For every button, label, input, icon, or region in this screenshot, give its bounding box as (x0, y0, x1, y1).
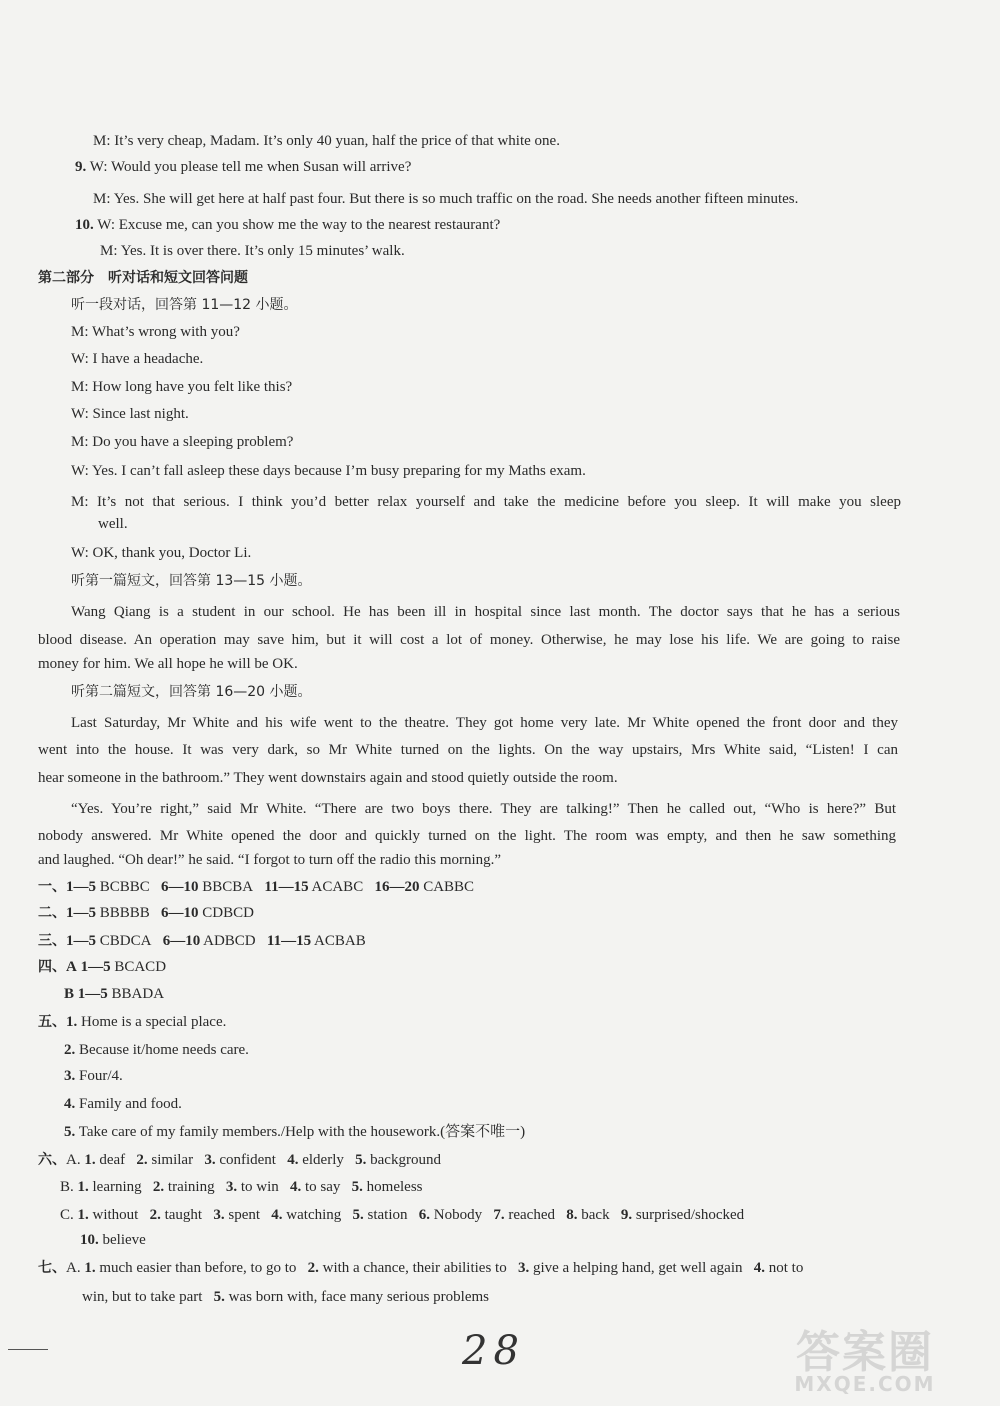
answer-row-4b: B 1—5 BBADA (64, 986, 165, 1002)
passage-line: blood disease. An operation may save him, but it will cost a lot of money. Otherwise, he may lose his life. We are going to raise (38, 632, 900, 648)
answer-row-7a-cont: win, but to take part 5. was born with, face many serious problems (82, 1289, 489, 1305)
dialogue-line: M: Do you have a sleeping problem? (71, 434, 294, 450)
dialogue-line: W: OK, thank you, Doctor Li. (71, 545, 252, 561)
answer-row-6b: B. 1. learning 2. training 3. to win 4. to say 5. homeless (60, 1179, 423, 1195)
text-line: M: It’s very cheap, Madam. It’s only 40 yuan, half the price of that white one. (93, 133, 560, 149)
answer-row-5-1: 五、1. Home is a special place. (38, 1014, 227, 1030)
answer-row-2: 二、1—5 BBBBB 6—10 CDBCD (38, 905, 254, 921)
text-line: M: Yes. She will get here at half past four. But there is so much traffic on the road. She needs another fifteen minutes. (93, 191, 799, 207)
margin-mark (8, 1349, 48, 1350)
dialogue-line: W: Yes. I can’t fall asleep these days because I’m busy preparing for my Maths exam. (71, 463, 586, 479)
answer-row-7a: 七、A. 1. much easier than before, to go to 2. with a chance, their abilities to 3. give a helping hand, get well again 4. not to (38, 1260, 804, 1276)
instruction: 听第一篇短文，回答第 13—15 小题。 (71, 573, 312, 589)
answer-row-6c: C. 1. without 2. taught 3. spent 4. watching 5. station 6. Nobody 7. reached 8. back 9. surprised/shocked (60, 1207, 745, 1223)
question-number: 9. (75, 159, 87, 175)
dialogue-line: W: Since last night. (71, 406, 189, 422)
answer-row-4a: 四、A 1—5 BCACD (38, 959, 167, 975)
passage-line: money for him. We all hope he will be OK. (38, 656, 298, 672)
section-heading: 第二部分 听对话和短文回答问题 (38, 270, 248, 286)
answer-row-5-2: 2. Because it/home needs care. (64, 1042, 249, 1058)
page-number: 28 (462, 1328, 525, 1374)
watermark-logo (750, 1316, 980, 1396)
text-line: M: Yes. It is over there. It’s only 15 minutes’ walk. (100, 243, 405, 259)
dialogue-line: W: I have a headache. (71, 351, 204, 367)
passage-line: and laughed. “Oh dear!” he said. “I forgot to turn off the radio this morning.” (38, 852, 502, 868)
text-line: 10. W: Excuse me, can you show me the way to the nearest restaurant? (75, 217, 501, 233)
answer-row-6c-10: 10. believe (80, 1232, 146, 1248)
answer-row-6a: 六、A. 1. deaf 2. similar 3. confident 4. elderly 5. background (38, 1152, 441, 1168)
question-number: 10. (75, 217, 94, 233)
answer-row-5-4: 4. Family and food. (64, 1096, 182, 1112)
passage-line: nobody answered. Mr White opened the door and quickly turned on the light. The room was empty, and then he saw something (38, 828, 896, 844)
dialogue-line: M: How long have you felt like this? (71, 379, 293, 395)
answer-row-5-3: 3. Four/4. (64, 1068, 123, 1084)
text-line: 9. W: Would you please tell me when Susan will arrive? (75, 159, 412, 175)
dialogue-line: M: It’s not that serious. I think you’d better relax yourself and take the medicine before you sleep. It will make you sleep (71, 494, 901, 510)
passage-line: Wang Qiang is a student in our school. He has been ill in hospital since last month. The doctor says that he has a serious (71, 604, 900, 620)
dialogue-line: well. (98, 516, 128, 532)
instruction: 听一段对话，回答第 11—12 小题。 (71, 297, 298, 313)
dialogue-line: M: What’s wrong with you? (71, 324, 240, 340)
answer-row-3: 三、1—5 CBDCA 6—10 ADBCD 11—15 ACBAB (38, 933, 366, 949)
passage-line: Last Saturday, Mr White and his wife went to the theatre. They got home very late. Mr White opened the front door and they (71, 715, 898, 731)
passage-line: went into the house. It was very dark, so Mr White turned on the lights. On the way upstairs, Mrs White said, “Listen! I can (38, 742, 898, 758)
passage-line: hear someone in the bathroom.” They went downstairs again and stood quietly outside the room. (38, 770, 618, 786)
watermark-url: MXQE.COM (794, 1372, 936, 1396)
answer-row-1: 一、1—5 BCBBC 6—10 BBCBA 11—15 ACABC 16—20 CABBC (38, 879, 475, 895)
passage-line: “Yes. You’re right,” said Mr White. “There are two boys there. They are talking!” Then he called out, “Who is here?” But (71, 801, 896, 817)
instruction: 听第二篇短文，回答第 16—20 小题。 (71, 684, 312, 700)
answer-row-5-5: 5. Take care of my family members./Help with the housework.(答案不唯一) (64, 1124, 526, 1140)
watermark-title: 答案圈 (796, 1327, 934, 1378)
